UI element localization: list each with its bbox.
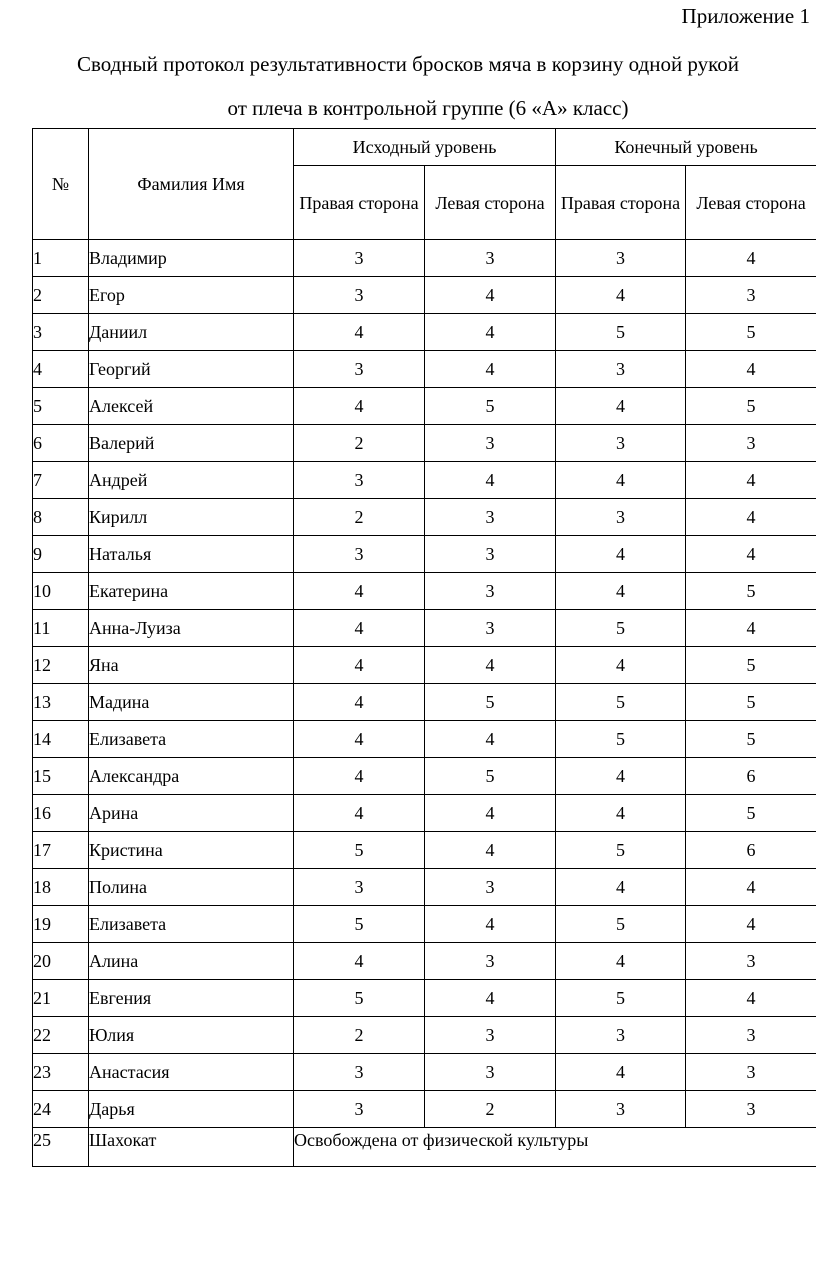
cell-exemption-note: Освобождена от физической культуры <box>294 1128 816 1167</box>
cell-final-right: 4 <box>556 536 686 573</box>
cell-final-right: 5 <box>556 314 686 351</box>
cell-num: 20 <box>33 943 89 980</box>
header-final-left: Левая сторона <box>686 166 816 240</box>
cell-num: 23 <box>33 1054 89 1091</box>
cell-name: Наталья <box>89 536 294 573</box>
cell-name: Анастасия <box>89 1054 294 1091</box>
table-row <box>33 1091 816 1128</box>
cell-initial-right: 4 <box>294 684 425 721</box>
table-row <box>33 573 816 610</box>
table-row <box>33 462 816 499</box>
cell-final-right: 3 <box>556 499 686 536</box>
cell-num: 3 <box>33 314 89 351</box>
table-row <box>33 499 816 536</box>
cell-num: 9 <box>33 536 89 573</box>
cell-initial-left: 4 <box>425 980 556 1017</box>
cell-final-left: 4 <box>686 869 816 906</box>
header-initial-left: Левая сторона <box>425 166 556 240</box>
header-initial-right: Правая сторона <box>294 166 425 240</box>
cell-final-right: 5 <box>556 610 686 647</box>
table-row <box>33 610 816 647</box>
table-row <box>33 277 816 314</box>
cell-name: Кирилл <box>89 499 294 536</box>
cell-final-right: 4 <box>556 869 686 906</box>
results-table <box>32 128 816 1167</box>
cell-final-right: 4 <box>556 1054 686 1091</box>
cell-initial-left: 4 <box>425 906 556 943</box>
cell-name: Елизавета <box>89 906 294 943</box>
cell-final-left: 4 <box>686 536 816 573</box>
cell-initial-right: 3 <box>294 1054 425 1091</box>
cell-final-left: 5 <box>686 647 816 684</box>
cell-initial-left: 3 <box>425 610 556 647</box>
cell-name: Мадина <box>89 684 294 721</box>
cell-name: Александра <box>89 758 294 795</box>
table-row <box>33 314 816 351</box>
cell-initial-right: 5 <box>294 832 425 869</box>
cell-initial-right: 3 <box>294 536 425 573</box>
cell-initial-left: 3 <box>425 1054 556 1091</box>
cell-initial-right: 4 <box>294 314 425 351</box>
cell-final-left: 5 <box>686 314 816 351</box>
cell-initial-left: 3 <box>425 943 556 980</box>
cell-final-left: 4 <box>686 462 816 499</box>
cell-num: 15 <box>33 758 89 795</box>
cell-num: 6 <box>33 425 89 462</box>
cell-final-right: 4 <box>556 462 686 499</box>
cell-num: 5 <box>33 388 89 425</box>
cell-initial-right: 4 <box>294 943 425 980</box>
cell-name: Андрей <box>89 462 294 499</box>
table-row <box>33 536 816 573</box>
cell-final-left: 6 <box>686 832 816 869</box>
cell-final-left: 4 <box>686 499 816 536</box>
cell-name: Егор <box>89 277 294 314</box>
cell-num: 17 <box>33 832 89 869</box>
cell-name: Шахокат <box>89 1128 294 1167</box>
cell-final-right: 4 <box>556 647 686 684</box>
table-row <box>33 388 816 425</box>
cell-final-left: 6 <box>686 758 816 795</box>
cell-initial-left: 5 <box>425 758 556 795</box>
cell-final-right: 4 <box>556 388 686 425</box>
cell-name: Владимир <box>89 240 294 277</box>
cell-final-left: 5 <box>686 684 816 721</box>
cell-name: Дарья <box>89 1091 294 1128</box>
cell-name: Арина <box>89 795 294 832</box>
cell-name: Полина <box>89 869 294 906</box>
cell-num: 4 <box>33 351 89 388</box>
cell-initial-right: 3 <box>294 1091 425 1128</box>
cell-final-right: 5 <box>556 684 686 721</box>
cell-num: 19 <box>33 906 89 943</box>
cell-num: 2 <box>33 277 89 314</box>
cell-initial-right: 2 <box>294 499 425 536</box>
table-body <box>33 240 816 1167</box>
cell-name: Юлия <box>89 1017 294 1054</box>
table-row <box>33 240 816 277</box>
table-row <box>33 832 816 869</box>
cell-final-left: 3 <box>686 1091 816 1128</box>
cell-final-left: 4 <box>686 351 816 388</box>
cell-num: 22 <box>33 1017 89 1054</box>
cell-name: Даниил <box>89 314 294 351</box>
cell-initial-left: 5 <box>425 684 556 721</box>
cell-name: Кристина <box>89 832 294 869</box>
cell-initial-left: 4 <box>425 351 556 388</box>
title-line-2: от плеча в контрольной группе (6 «А» класс) <box>227 96 629 120</box>
cell-final-left: 3 <box>686 277 816 314</box>
cell-name: Елизавета <box>89 721 294 758</box>
cell-final-right: 4 <box>556 277 686 314</box>
cell-final-right: 3 <box>556 425 686 462</box>
cell-final-right: 3 <box>556 240 686 277</box>
cell-initial-right: 4 <box>294 610 425 647</box>
cell-final-left: 3 <box>686 943 816 980</box>
cell-initial-left: 4 <box>425 795 556 832</box>
cell-initial-left: 4 <box>425 721 556 758</box>
cell-initial-left: 3 <box>425 536 556 573</box>
cell-initial-right: 2 <box>294 1017 425 1054</box>
cell-initial-right: 4 <box>294 758 425 795</box>
cell-initial-left: 4 <box>425 462 556 499</box>
cell-initial-right: 3 <box>294 351 425 388</box>
document-title <box>0 42 816 130</box>
cell-initial-right: 4 <box>294 721 425 758</box>
cell-name: Алексей <box>89 388 294 425</box>
cell-num: 24 <box>33 1091 89 1128</box>
table-row <box>33 869 816 906</box>
cell-final-right: 5 <box>556 906 686 943</box>
table-row-exempt <box>33 1128 816 1167</box>
cell-final-left: 3 <box>686 1054 816 1091</box>
cell-initial-left: 4 <box>425 277 556 314</box>
table-row <box>33 721 816 758</box>
table-row <box>33 906 816 943</box>
cell-initial-left: 3 <box>425 573 556 610</box>
cell-name: Екатерина <box>89 573 294 610</box>
cell-name: Евгения <box>89 980 294 1017</box>
cell-initial-left: 3 <box>425 499 556 536</box>
title-line-1: Сводный протокол результативности бросков мяча в корзину одной рукой <box>76 52 740 76</box>
cell-num: 18 <box>33 869 89 906</box>
cell-initial-right: 4 <box>294 388 425 425</box>
cell-initial-left: 2 <box>425 1091 556 1128</box>
header-final-level: Конечный уровень <box>556 129 816 166</box>
cell-initial-right: 3 <box>294 869 425 906</box>
table-row <box>33 647 816 684</box>
cell-final-left: 3 <box>686 1017 816 1054</box>
cell-initial-right: 4 <box>294 573 425 610</box>
cell-final-left: 5 <box>686 388 816 425</box>
cell-initial-left: 3 <box>425 425 556 462</box>
cell-final-right: 3 <box>556 351 686 388</box>
table-row <box>33 943 816 980</box>
cell-final-right: 5 <box>556 980 686 1017</box>
table-row <box>33 684 816 721</box>
cell-num: 8 <box>33 499 89 536</box>
cell-final-left: 5 <box>686 721 816 758</box>
cell-initial-left: 4 <box>425 314 556 351</box>
cell-num: 25 <box>33 1128 89 1167</box>
cell-initial-right: 3 <box>294 462 425 499</box>
cell-name: Анна-Луиза <box>89 610 294 647</box>
cell-initial-right: 4 <box>294 647 425 684</box>
cell-final-right: 5 <box>556 832 686 869</box>
cell-initial-left: 4 <box>425 832 556 869</box>
cell-name: Яна <box>89 647 294 684</box>
header-name: Фамилия Имя <box>89 129 294 240</box>
cell-final-right: 4 <box>556 573 686 610</box>
cell-final-left: 5 <box>686 573 816 610</box>
cell-final-right: 3 <box>556 1091 686 1128</box>
cell-final-right: 4 <box>556 795 686 832</box>
cell-initial-right: 2 <box>294 425 425 462</box>
cell-num: 13 <box>33 684 89 721</box>
cell-final-left: 4 <box>686 610 816 647</box>
table-row <box>33 351 816 388</box>
table-row <box>33 795 816 832</box>
header-final-right: Правая сторона <box>556 166 686 240</box>
cell-name: Валерий <box>89 425 294 462</box>
cell-num: 7 <box>33 462 89 499</box>
table-row <box>33 758 816 795</box>
cell-name: Алина <box>89 943 294 980</box>
cell-initial-left: 3 <box>425 240 556 277</box>
cell-num: 16 <box>33 795 89 832</box>
cell-num: 14 <box>33 721 89 758</box>
cell-final-left: 3 <box>686 425 816 462</box>
cell-initial-right: 5 <box>294 906 425 943</box>
cell-num: 12 <box>33 647 89 684</box>
table-row <box>33 980 816 1017</box>
header-row-levels <box>33 129 816 166</box>
cell-initial-right: 4 <box>294 795 425 832</box>
cell-initial-right: 3 <box>294 240 425 277</box>
cell-initial-left: 3 <box>425 869 556 906</box>
cell-final-right: 5 <box>556 721 686 758</box>
cell-initial-left: 5 <box>425 388 556 425</box>
cell-initial-right: 5 <box>294 980 425 1017</box>
cell-final-left: 4 <box>686 906 816 943</box>
cell-num: 10 <box>33 573 89 610</box>
table-row <box>33 1054 816 1091</box>
cell-num: 21 <box>33 980 89 1017</box>
table-row <box>33 1017 816 1054</box>
cell-final-right: 4 <box>556 758 686 795</box>
header-num: № <box>33 129 89 240</box>
cell-final-left: 5 <box>686 795 816 832</box>
table-row <box>33 425 816 462</box>
cell-initial-right: 3 <box>294 277 425 314</box>
appendix-label: Приложение 1 <box>681 4 810 28</box>
cell-initial-left: 3 <box>425 1017 556 1054</box>
cell-final-left: 4 <box>686 980 816 1017</box>
cell-initial-left: 4 <box>425 647 556 684</box>
cell-name: Георгий <box>89 351 294 388</box>
cell-final-right: 4 <box>556 943 686 980</box>
header-initial-level: Исходный уровень <box>294 129 556 166</box>
cell-num: 11 <box>33 610 89 647</box>
cell-num: 1 <box>33 240 89 277</box>
cell-final-left: 4 <box>686 240 816 277</box>
cell-final-right: 3 <box>556 1017 686 1054</box>
